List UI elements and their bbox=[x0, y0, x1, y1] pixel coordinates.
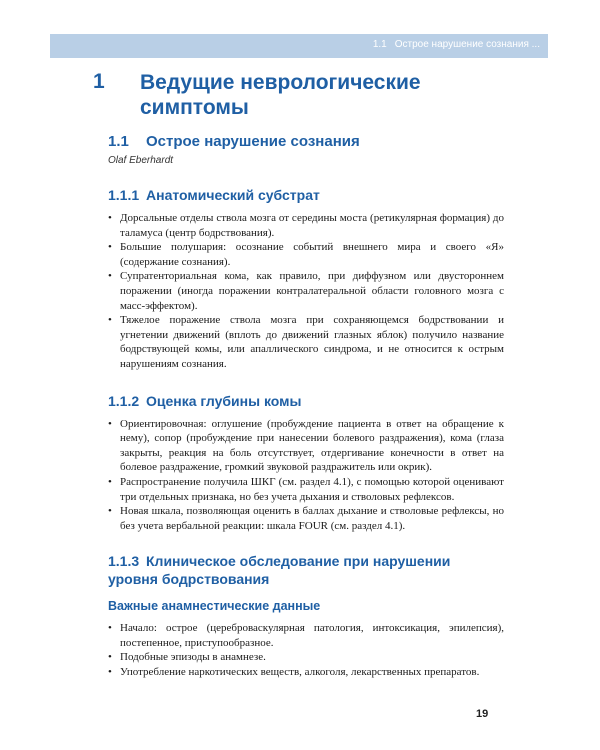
list-item: • Начало: острое (цереброваскулярная патология, интоксикация, эпилепсия), постепенное, приступообразное. bbox=[108, 621, 504, 650]
subsection-heading-2 bbox=[108, 392, 504, 410]
page-content bbox=[93, 62, 504, 680]
subsection-title: Оценка глубины комы bbox=[146, 392, 302, 409]
subsection-number: 1.1.3 bbox=[108, 553, 140, 570]
list-item: • Дорсальные отделы ствола мозга от середины моста (ретикулярная формация) до таламуса (центр бодрствования). bbox=[108, 211, 504, 240]
list-item: • Подобные эпизоды в анамнезе. bbox=[108, 650, 504, 665]
subsection-title-line2: уровня бодрствования bbox=[108, 571, 270, 588]
list-item: • Распространение получила ШКГ (см. раздел 4.1), с помощью которой оценивают три отдельных признака, но без учета дыхания и стволовых рефлексов. bbox=[108, 475, 504, 504]
bullet-list-anamnesis bbox=[108, 621, 504, 679]
subsection-title-line1: Клиническое обследование при нарушении bbox=[146, 553, 451, 570]
list-item: • Ориентировочная: оглушение (пробуждение пациента в ответ на обращение к нему), сопор (пробуждение при нанесении болевого раздражения), кома (глаза закрыты, реакция на боль отсутствует, отдергивание конечности в ответ на болевое раздражение, громкий звуковой раздражитель или окрик). bbox=[108, 417, 504, 475]
subsection-number: 1.1.2 bbox=[108, 392, 140, 409]
section-number: 1.1 bbox=[108, 133, 129, 150]
list-item: • Новая шкала, позволяющая оценить в баллах дыхание и стволовые рефлексы, но без учета вербальной реакции: шкала FOUR (см. раздел 4.1). bbox=[108, 504, 504, 533]
bullet-list-anatomy bbox=[108, 211, 504, 372]
running-header bbox=[373, 39, 540, 50]
list-item: • Большие полушария: осознание событий внешнего мира и своего «Я» (содержание сознания). bbox=[108, 240, 504, 269]
list-item: • Тяжелое поражение ствола мозга при сохраняющемся бодрствовании и угнетении движений (вплоть до движений глазных яблок) получило название бодрствующей комы, или апаллического синдрома, и не относится к острым нарушениям сознания. bbox=[108, 313, 504, 371]
section-title: Острое нарушение сознания bbox=[146, 133, 360, 150]
section-heading bbox=[108, 132, 504, 151]
list-item: • Употребление наркотических веществ, алкоголя, лекарственных препаратов. bbox=[108, 665, 504, 680]
chapter-heading bbox=[93, 70, 504, 120]
section-author: Olaf Eberhardt bbox=[108, 155, 174, 166]
subsection-number: 1.1.1 bbox=[108, 187, 140, 203]
list-item: • Супратенториальная кома, как правило, при диффузном или двустороннем поражении (иногда поражении контралатеральной области головного мозга с масс-эффектом). bbox=[108, 269, 504, 313]
running-header-number: 1.1 bbox=[372, 39, 387, 50]
page-number: 19 bbox=[476, 708, 489, 720]
running-header-band bbox=[50, 34, 548, 58]
chapter-number: 1 bbox=[93, 70, 105, 93]
subheading-anamnesis: Важные анамнестические данные bbox=[108, 599, 321, 614]
chapter-title: Ведущие неврологические симптомы bbox=[140, 71, 421, 119]
running-header-title: Острое нарушение сознания ... bbox=[394, 39, 540, 50]
bullet-list-coma-depth bbox=[108, 417, 504, 534]
subsection-title: Анатомический субстрат bbox=[146, 187, 320, 203]
subsection-heading-3 bbox=[108, 552, 504, 588]
subsection-heading-1 bbox=[108, 186, 504, 204]
